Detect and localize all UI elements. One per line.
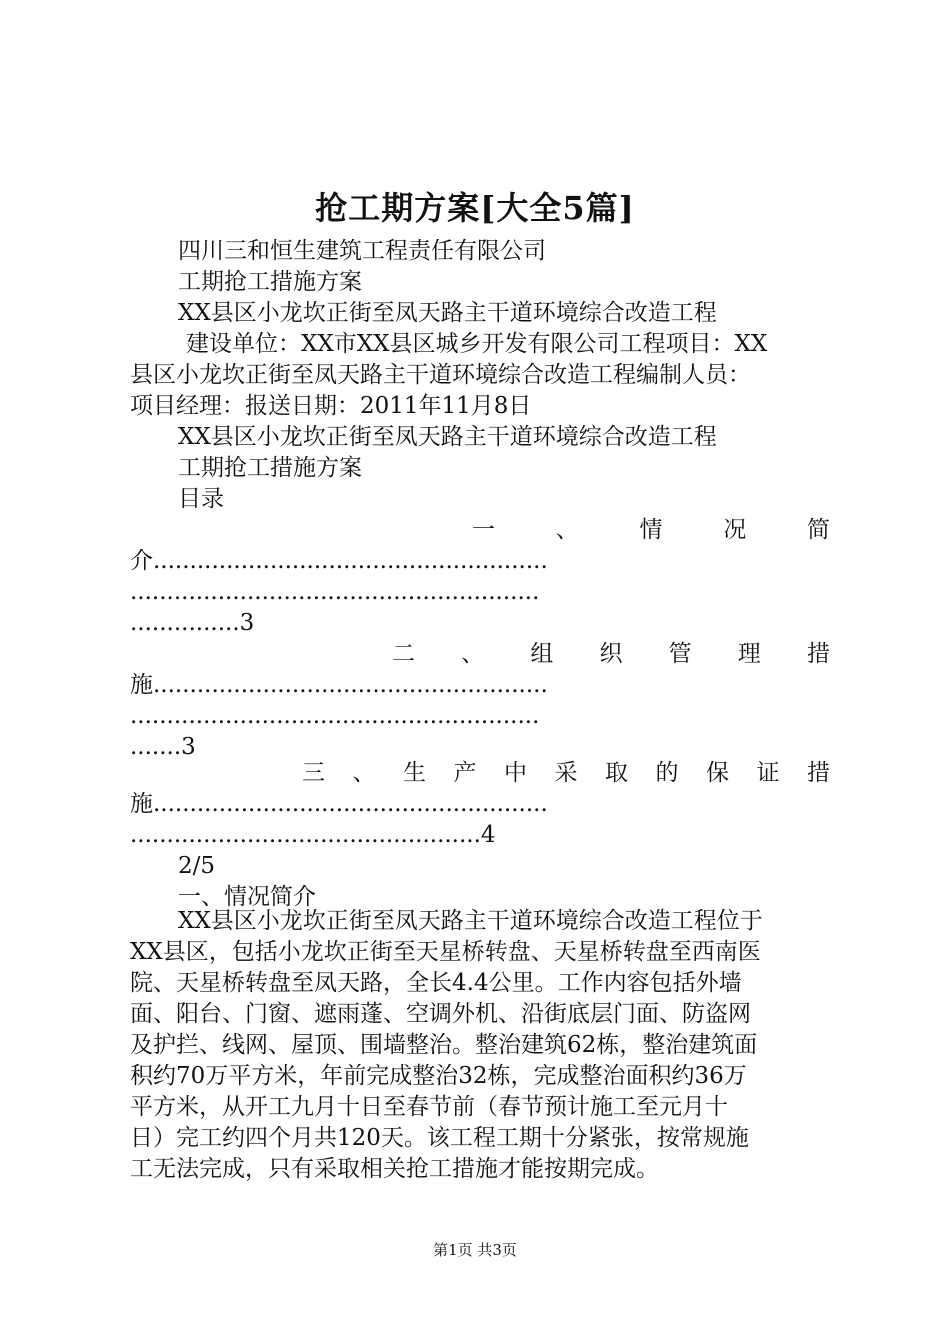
project-info-line-1: 建设单位：XX市XX县区城乡开发有限公司工程项目：XX — [186, 331, 768, 357]
toc-entry-3-heading: 三 、 生 产 中 采 取 的 保 证 措 — [302, 760, 830, 786]
plan-name: 工期抢工措施方案 — [178, 269, 362, 295]
paragraph-line: 及护拦、线网、屋顶、围墙整治。整治建筑62栋，整治建筑面 — [130, 1032, 758, 1058]
toc-entry-2-leader-2: ........................................................ — [130, 703, 540, 729]
section-heading: 一、情况简介 — [178, 884, 316, 910]
page-marker: 2/5 — [178, 853, 216, 879]
project-info-line-3: 项目经理：报送日期：2011年11月8日 — [130, 393, 532, 419]
project-info-line-2: 县区小龙坎正街至凤天路主干道环境综合改造工程编制人员： — [130, 362, 751, 388]
toc-entry-2-page: .......3 — [130, 734, 196, 760]
paragraph-line: 院、天星桥转盘至凤天路，全长4.4公里。工作内容包括外墙 — [130, 970, 742, 996]
paragraph-line: XX县区，包括小龙坎正街至天星桥转盘、天星桥转盘至西南医 — [130, 939, 761, 965]
toc-entry-3-page: ................................................4 — [130, 822, 496, 848]
plan-name-repeat: 工期抢工措施方案 — [178, 455, 362, 481]
page-footer: 第1页 共3页 — [433, 1241, 517, 1259]
document-title: 抢工期方案[大全5篇] — [315, 189, 635, 227]
toc-entry-2-leader: 施...................................................... — [130, 672, 548, 698]
toc-entry-2-heading: 二 、 组 织 管 理 措 — [392, 641, 830, 667]
paragraph-line: 工无法完成，只有采取相关抢工措施才能按期完成。 — [130, 1156, 659, 1182]
toc-entry-1-page: ...............3 — [130, 610, 255, 636]
toc-entry-1-leader: 介...................................................... — [130, 548, 548, 574]
toc-heading: 目录 — [178, 486, 224, 512]
toc-entry-1-leader-2: ........................................................ — [130, 579, 540, 605]
paragraph-line: 平方米，从开工九月十日至春节前（春节预计施工至元月十 — [130, 1094, 728, 1120]
toc-entry-3-leader: 施...................................................... — [130, 791, 548, 817]
project-name-repeat: XX县区小龙坎正街至凤天路主干道环境综合改造工程 — [178, 424, 717, 450]
toc-entry-1-heading: 一 、 情 况 简 — [472, 517, 830, 543]
project-name: XX县区小龙坎正街至凤天路主干道环境综合改造工程 — [178, 300, 717, 326]
paragraph-line: 日）完工约四个月共120天。该工程工期十分紧张，按常规施 — [130, 1125, 749, 1151]
company-name: 四川三和恒生建筑工程责任有限公司 — [178, 238, 546, 264]
paragraph-line: 积约70万平方米，年前完成整治32栋，完成整治面积约36万 — [130, 1063, 747, 1089]
paragraph-line: XX县区小龙坎正街至凤天路主干道环境综合改造工程位于 — [178, 908, 763, 934]
paragraph-line: 面、阳台、门窗、遮雨蓬、空调外机、沿街底层门面、防盗网 — [130, 1001, 751, 1027]
